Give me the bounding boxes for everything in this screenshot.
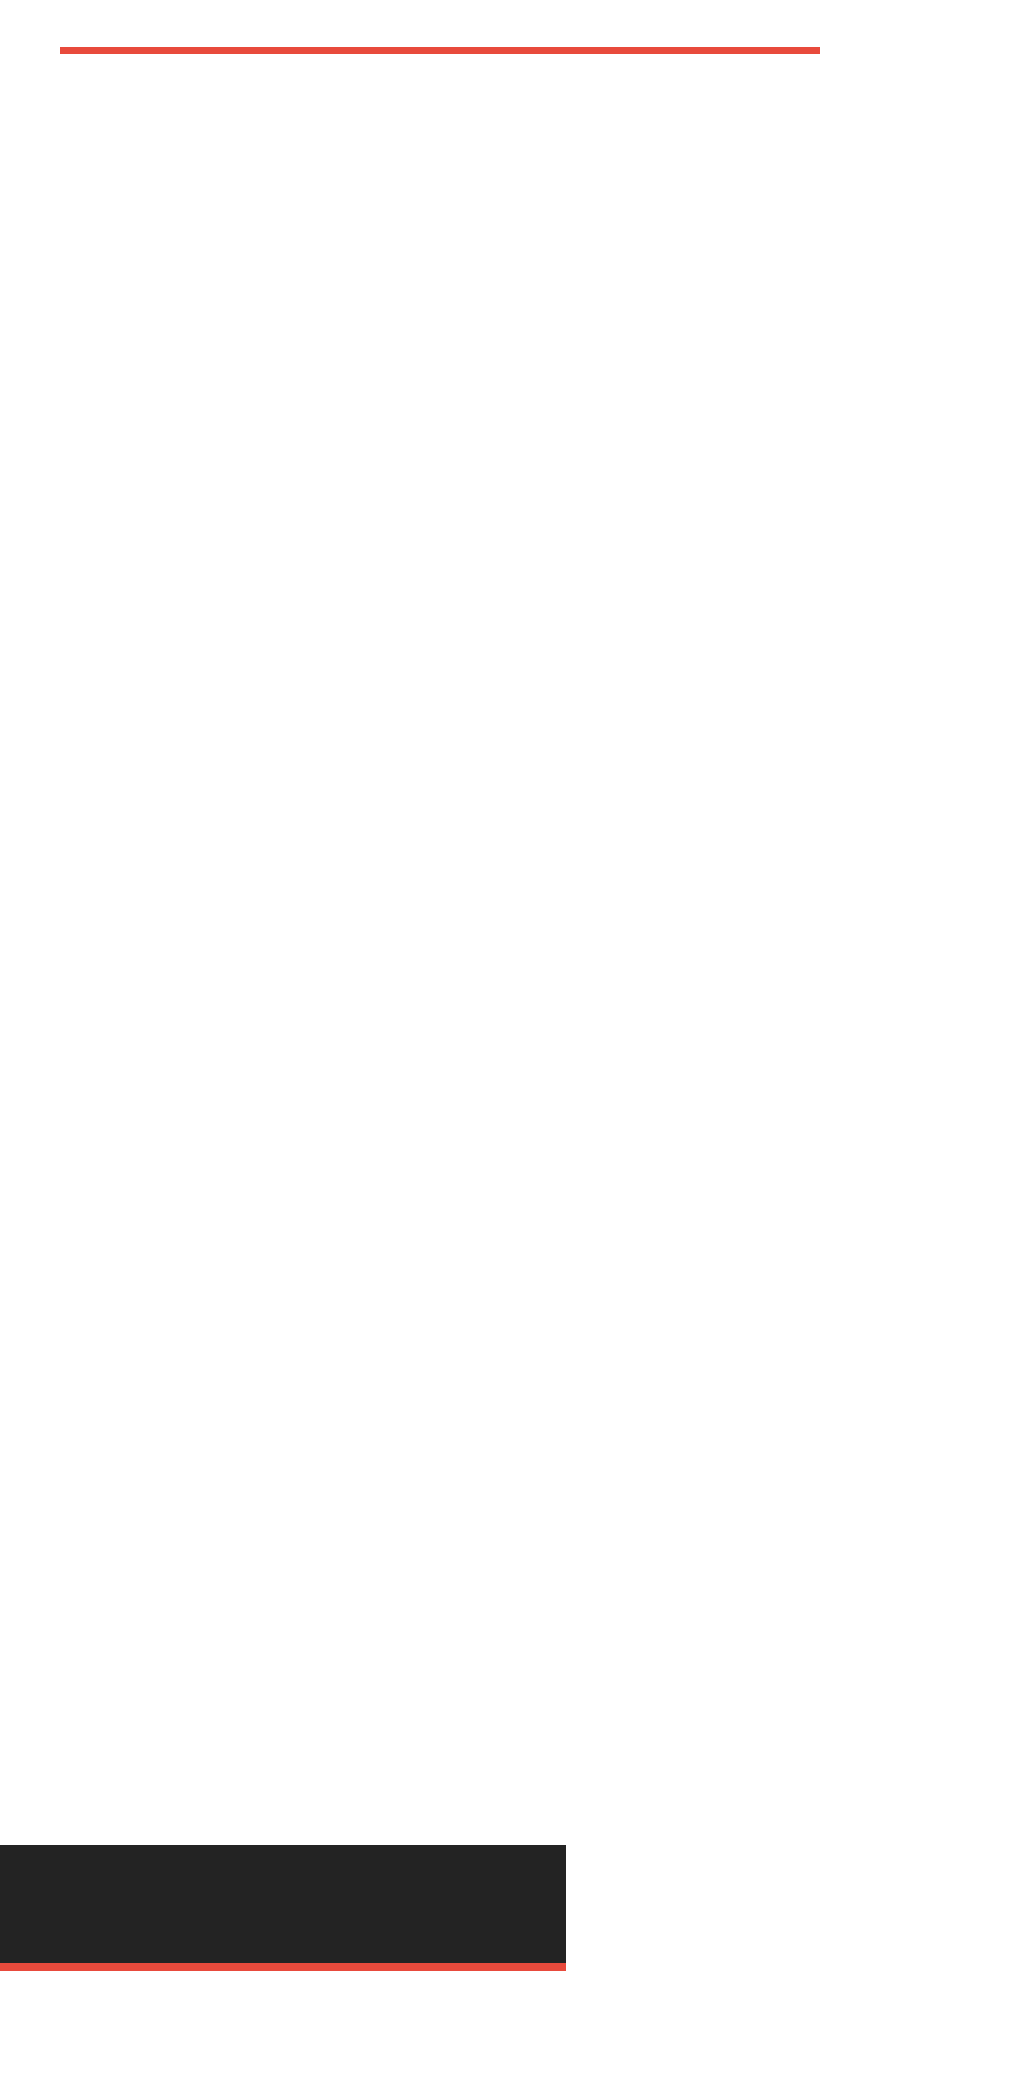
black-band	[0, 1845, 566, 1963]
top-accent-bar	[60, 47, 820, 54]
red-band	[0, 1963, 566, 1971]
